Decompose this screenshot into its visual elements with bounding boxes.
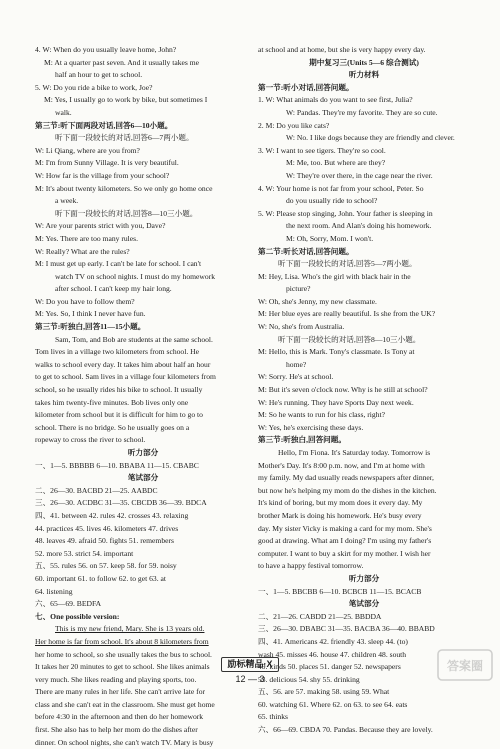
right-column-line: 第一节:听小对话,回答问题。	[258, 82, 354, 92]
right-column-line: Mother's Day. It's 8:00 p.m. now, and I'm at home with	[258, 460, 425, 470]
right-column-line: M: Hey, Lisa. Who's the girl with black hair in the	[258, 271, 411, 281]
right-column-line: 听下面一段较长的对话,回答5—7两小题。	[278, 259, 417, 269]
left-column-line: W: Really? What are the rules?	[35, 246, 130, 256]
right-column-line: 期中复习三(Units 5—6 综合测试)	[309, 57, 419, 67]
left-column-line: half an hour to get to school.	[55, 70, 143, 80]
left-column-line: watch TV on school nights. I must do my homework	[55, 271, 216, 281]
right-column-line: M: But it's seven o'clock now. Why is he still at school?	[258, 385, 428, 395]
right-column-line: W: No, she's from Australia.	[258, 322, 345, 332]
right-column-line: do you usually ride to school?	[286, 196, 378, 206]
right-column-line: at school and at home, but she is very happy every day.	[258, 45, 426, 54]
right-column-line: 49. kinds 50. places 51. danger 52. newspapers	[258, 662, 401, 672]
brand-logo: 励标精品·X	[221, 657, 278, 672]
right-column-line: to have a happy festival tomorrow.	[258, 561, 364, 571]
svg-text:答案圈: 答案圈	[446, 659, 484, 673]
left-column-line: to get to school. Sam lives in a village four kilometers from	[35, 372, 216, 382]
right-column-line: Hello, I'm Fiona. It's Saturday today. Tomorrow is	[278, 448, 431, 457]
right-column-line: M: So he wants to run for his class, right?	[258, 410, 385, 420]
left-column-line: takes him twenty-five minutes. Bob lives only one	[35, 397, 189, 407]
right-column-line: 笔试部分	[348, 599, 380, 609]
right-column-line: It's kind of boring, but my mom does it every day. My	[258, 498, 423, 508]
right-column-line: M: Me, too. But where are they?	[286, 158, 386, 168]
left-column-line: M: Yes. There are too many rules.	[35, 233, 138, 243]
left-column-line: 听下面一段较长的对话,回答6—7两小题。	[55, 133, 194, 143]
right-column-line: good at drawing. What am I doing? I'm using my father's	[258, 536, 432, 546]
left-column-line: 二、26—30. BACBD 21—25. AABDC	[35, 485, 158, 495]
left-column-line: before 4:30 in the afternoon and then do her homework	[35, 712, 204, 722]
left-column-line: This is my new friend, Mary. She is 13 years old.	[55, 624, 205, 634]
left-column-line: 52. more 53. strict 54. important	[35, 548, 134, 558]
right-column-line: M: Oh, Sorry, Mom. I won't.	[286, 233, 374, 243]
watermark-stamp-icon	[436, 648, 494, 682]
right-column-line: home?	[286, 359, 307, 369]
left-column-line: walk.	[55, 107, 72, 117]
left-column-line: kilometer from school but it is difficult for him to go to	[35, 410, 203, 420]
left-column-line: There are many rules in her life. She can't arrive late for	[35, 687, 206, 697]
right-column-line: 听力部分	[348, 573, 380, 583]
right-column-line: W: No. I like dogs because they are friendly and clever.	[286, 133, 455, 143]
left-column-line: It takes her 20 minutes to get to school. She likes animals	[35, 662, 210, 672]
right-column-line: 六、66—69. CBDA 70. Pandas. Because they are lovely.	[258, 725, 433, 735]
left-column-line: 三、26—30. ACDBC 31—35. CBCDB 36—39. BDCA	[35, 498, 207, 508]
left-column-line: class and she can't eat in the classroom. She must get home	[35, 699, 215, 709]
left-column-line: 一、1—5. BBBBB 6—10. BBABA 11—15. CBABC	[35, 460, 199, 470]
left-column-line: W: How far is the village from your school?	[35, 170, 170, 180]
right-column-line: 53. delicious 54. shy 55. drinking	[258, 674, 360, 684]
right-column-line: picture?	[286, 284, 311, 294]
left-column-line: 听力部分	[127, 448, 159, 457]
right-column-line: 3. W: I want to see tigers. They're so cool.	[258, 145, 386, 155]
right-column-line: 听下面一段较长的对话,回答8—10三小题。	[278, 334, 421, 344]
left-column-line: W: Do you have to follow them?	[35, 296, 135, 306]
right-column	[258, 44, 470, 737]
right-column-line: 三、26—30. DBABC 31—35. BACBA 36—40. BBABD	[258, 624, 435, 634]
left-column-line: 4. W: When do you usually leave home, John?	[35, 45, 177, 54]
right-column-line: W: They're over there, in the cage near the river.	[286, 170, 433, 180]
left-column-line: 七、One possible version:	[35, 611, 120, 621]
left-column-line: 四、41. between 42. rules 42. crosses 43. relaxing	[35, 510, 189, 520]
left-column-line: 48. leaves 49. afraid 50. fights 51. remembers	[35, 536, 174, 546]
left-column-line: W: Li Qiang, where are you from?	[35, 145, 140, 155]
right-column-line: the next room. And Alan's doing his homework.	[286, 221, 432, 231]
left-column-line: 笔试部分	[127, 473, 159, 483]
left-column-line: Sam, Tom, and Bob are students at the same school.	[55, 334, 213, 344]
right-column-line: W: Yes, he's exercising these days.	[258, 422, 364, 432]
right-column-line: 第三节:听独白,回答问题。	[258, 435, 346, 445]
left-column-line: 5. W: Do you ride a bike to work, Joe?	[35, 82, 153, 92]
left-column-line: 第三节:听下面两段对话,回答6—10小题。	[35, 120, 173, 130]
left-column-line: her home to school, so she usually takes the bus to school.	[35, 649, 212, 659]
left-column-line: M: At a quarter past seven. And it usually takes me	[44, 57, 200, 67]
right-column-line: wash 45. misses 46. house 47. children 48. south	[258, 649, 407, 659]
right-column-line: 5. W: Please stop singing, John. Your father is sleeping in	[258, 208, 433, 218]
right-column-line: 60. watching 61. Where 62. on 63. to see 64. eats	[258, 699, 408, 709]
right-column-line: but now he's helping my mom do the dishes in the kitchen.	[258, 485, 437, 495]
left-column-line: M: Yes, I usually go to work by bike, but sometimes I	[44, 95, 208, 105]
left-column-line: M: Yes. So, I think I never have fun.	[35, 309, 146, 319]
left-column-line: first. She also has to help her mom do the dishes after	[35, 725, 198, 735]
page-footer	[0, 654, 500, 685]
left-column-line: M: It's about twenty kilometers. So we only go home once	[35, 183, 213, 193]
right-column-line: brother Mark is doing his homework. He's busy every	[258, 510, 422, 520]
right-column-line: 2. M: Do you like cats?	[258, 120, 330, 130]
left-column-line: W: Are your parents strict with you, Dave?	[35, 221, 166, 231]
right-column-line: M: Her blue eyes are really beautiful. Is she from the UK?	[258, 309, 436, 319]
right-column-line: W: He's running. They have Sports Day next week.	[258, 397, 414, 407]
right-column-line: 65. thinks	[258, 712, 288, 722]
right-column-line: 听力材料	[348, 70, 380, 80]
left-column-line: M: I'm from Sunny Village. It is very beautiful.	[35, 158, 179, 168]
right-column-line: 第二节:听长对话,回答问题。	[258, 246, 354, 256]
right-column-line: 二、21—26. CABDD 21—25. BBDDA	[258, 611, 382, 621]
right-column-line: 4. W: Your home is not far from your school, Peter. So	[258, 183, 424, 193]
left-column-line: 44. practices 45. lives 46. kilometers 47. drives	[35, 523, 179, 533]
left-column	[35, 44, 251, 749]
right-column-line: my family. My dad usually reads newspapers after dinner,	[258, 473, 434, 483]
left-column-line: school, so he usually rides his bike to school. It usually	[35, 385, 203, 395]
left-column-line: ropeway to cross the river to school.	[35, 435, 146, 445]
left-column-line: walks to school every day. It takes him about half an hour	[35, 359, 211, 369]
left-column-line: dinner. On school nights, she can't watch TV. Mary is busy	[35, 737, 214, 747]
right-column-line: W: Pandas. They're my favorite. They are so cute.	[286, 107, 438, 117]
left-column-line: 六、65—69. BEDFA	[35, 599, 102, 609]
right-column-line: M: Hello, this is Mark. Tony's classmate. Is Tony at	[258, 347, 415, 357]
right-column-line: computer. I want to buy a skirt for my mother. I wish her	[258, 548, 431, 558]
right-column-line: 一、1—5. BBCBB 6—10. BCBCB 11—15. BCACB	[258, 586, 422, 596]
left-column-line: 听下面一段较长的对话,回答8—10三小题。	[55, 208, 198, 218]
left-column-line: after school. I can't keep my hair long.	[55, 284, 172, 294]
right-column-line: 1. W: What animals do you want to see first, Julia?	[258, 95, 413, 105]
left-column-line: Tom lives in a village two kilometers from school. He	[35, 347, 199, 357]
left-column-line: M: I must get up early. I can't be late for school. I can't	[35, 259, 202, 269]
left-column-line: very much. She likes reading and playing sports, too.	[35, 674, 197, 684]
left-column-line: school. There is no bridge. So he usually goes on a	[35, 422, 190, 432]
right-column-line: day. My sister Vicky is making a card for my mom. She's	[258, 523, 432, 533]
right-column-line: W: Oh, she's Jenny, my new classmate.	[258, 296, 377, 306]
left-column-line: 五、55. rules 56. on 57. keep 58. for 59. noisy	[35, 561, 177, 571]
right-column-line: W: Sorry. He's at school.	[258, 372, 334, 382]
left-column-line: 60. important 61. to follow 62. to get 63. at	[35, 573, 166, 583]
left-column-line: Her home is far from school. It's about 8 kilometers from	[35, 636, 209, 646]
left-column-line: 64. listening	[35, 586, 73, 596]
page-number: 12 — 3	[235, 674, 265, 684]
left-column-line: 第三节:听独白,回答11—15小题。	[35, 322, 146, 332]
right-column-line: 五、56. are 57. making 58. using 59. What	[258, 687, 390, 697]
right-column-line: 四、41. Americans 42. friendly 43. sleep 44. (to)	[258, 636, 408, 646]
left-column-line: a week.	[55, 196, 79, 206]
